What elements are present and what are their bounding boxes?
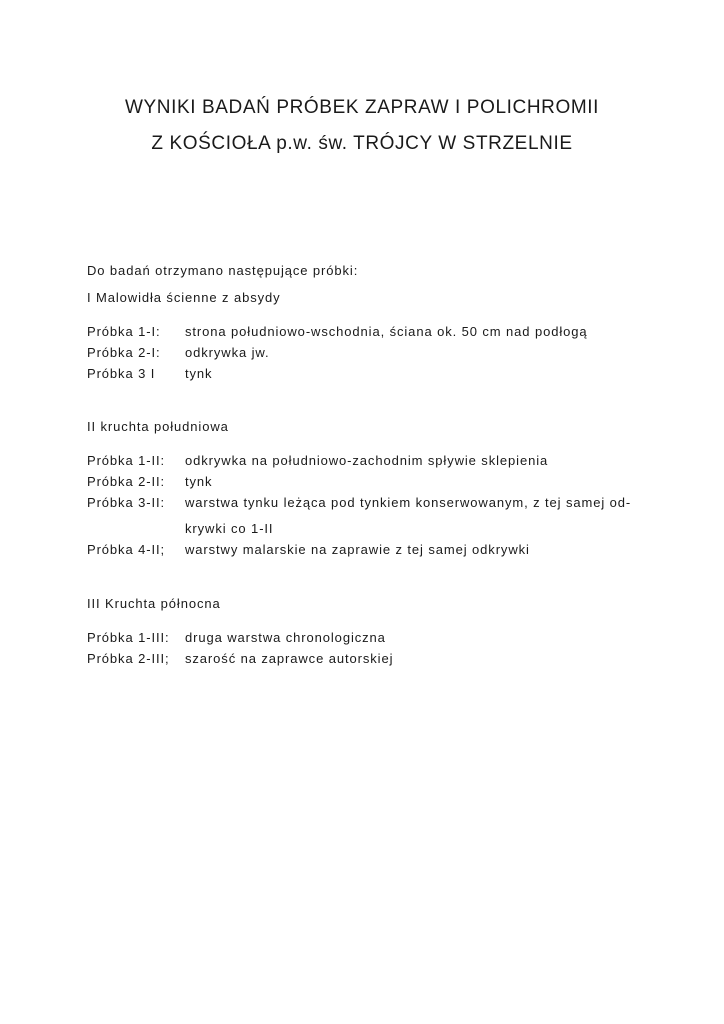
sample-label: Próbka 1-III:: [87, 630, 170, 645]
sample-label: Próbka 3 I: [87, 366, 156, 381]
sample-description: warstwa tynku leżąca pod tynkiem konserwowanym, z tej samej od-: [185, 495, 632, 510]
sample-label: Próbka 2-I:: [87, 345, 161, 360]
sample-label: Próbka 3-II:: [87, 495, 165, 510]
sample-description: tynk: [185, 366, 213, 381]
document-title-line-1: WYNIKI BADAŃ PRÓBEK ZAPRAW I POLICHROMII: [124, 97, 600, 118]
sample-description: strona południowo-wschodnia, ściana ok. 50 cm nad podłogą: [185, 324, 588, 339]
sample-description: szarość na zaprawce autorskiej: [185, 651, 394, 666]
sample-label: Próbka 1-I:: [87, 324, 161, 339]
section-heading-apse: I Malowidła ścienne z absydy: [87, 290, 281, 305]
sample-label: Próbka 1-II:: [87, 453, 165, 468]
sample-label: Próbka 2-III;: [87, 651, 170, 666]
section-heading-south-porch: II kruchta południowa: [87, 419, 229, 434]
sample-description: odkrywka jw.: [185, 345, 270, 360]
document-title-line-2: Z KOŚCIOŁA p.w. św. TRÓJCY W STRZELNIE: [151, 133, 573, 154]
sample-description: druga warstwa chronologiczna: [185, 630, 386, 645]
intro-text: Do badań otrzymano następujące próbki:: [87, 263, 359, 278]
sample-description: odkrywka na południowo-zachodnim spływie sklepienia: [185, 453, 549, 468]
section-heading-north-porch: III Kruchta północna: [87, 596, 221, 611]
sample-description: warstwy malarskie na zaprawie z tej samej odkrywki: [185, 542, 530, 557]
sample-description: tynk: [185, 474, 213, 489]
sample-label: Próbka 2-II:: [87, 474, 165, 489]
sample-description-continuation: krywki co 1-II: [185, 521, 274, 536]
sample-label: Próbka 4-II;: [87, 542, 165, 557]
